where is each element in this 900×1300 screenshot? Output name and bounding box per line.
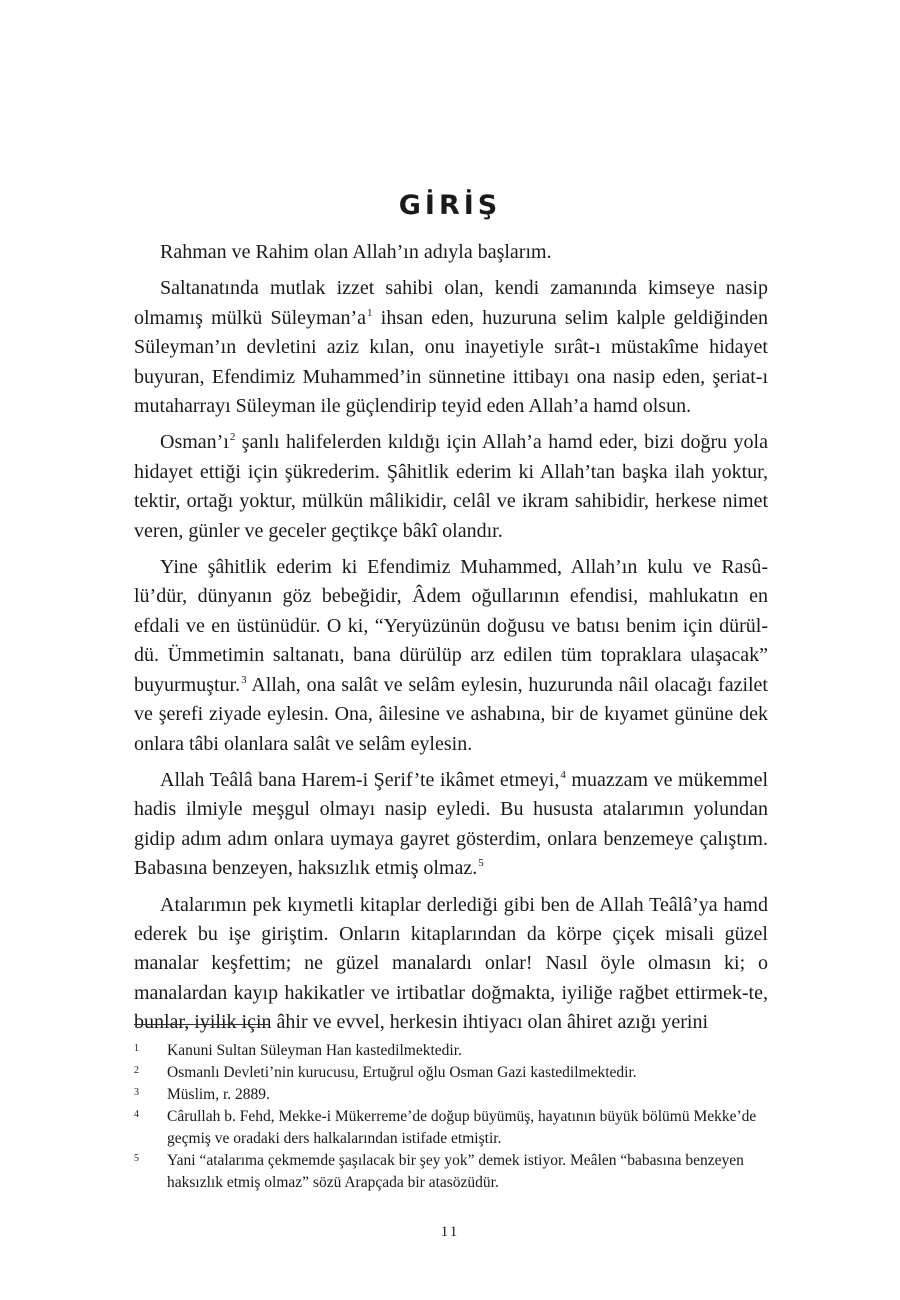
paragraph: Yine şâhitlik ederim ki Efendimiz Muhammed, Allah’ın kulu ve Rasû-lü’dür, dünyanın göz bebeğidir, Âdem oğullarının efendisi, mahlukatın en efdali ve en üstünüdür. O ki, “Yeryüzünün doğusu ve batısı benim için dürül-dü. Ümmetimin saltanatı, bana dürülüp arz edilen tüm topraklara ulaşacak” buyurmuştur.$^3$ Allah, ona salât ve selâm eylesin, huzurunda nâil olacağı fazilet ve şerefi ziyade eylesin. Ona, âilesine ve ashabına, bir de kıyamet gününe dek onlara tâbi olanlara salât ve selâm eylesin.	[134, 556, 768, 755]
footnote	[134, 1106, 768, 1150]
paragraph: Atalarımın pek kıymetli kitaplar derlediği gibi ben de Allah Teâlâ’ya hamd ederek bu işe giriştim. Onların kitaplarından da körpe çiçek misali güzel manalar keşfettim; ne güzel manalardı onlar! Nasıl öyle olmasın ki; o manalardan kayıp hakikatler ve irtibatlar doğmakta, iyiliğe rağbet ettirmek-te, bunlar, iyilik için âhir ve evvel, herkesin ihtiyacı olan âhiret azığı yerini	[134, 893, 768, 1034]
footnote	[134, 1062, 768, 1084]
footnote-ref[interactable]: 5	[478, 857, 484, 870]
footnote	[134, 1084, 768, 1106]
footnote-ref[interactable]: 1	[367, 306, 373, 319]
footnote-text: Kanuni Sultan Süleyman Han kastedilmektedir.	[167, 1042, 462, 1059]
paragraph: Osman’ı$^2$ şanlı halifelerden kıldığı için Allah’a hamd eder, bizi doğru yola hidayet ettiği için şükrederim. Şâhitlik ederim ki Allah’tan başka ilah yoktur, tektir, ortağı yoktur, mülkün mâlikidir, celâl ve ikram sahibidir, herkese nimet veren, günler ve geceler geçtikçe bâkî olandır.	[134, 431, 768, 542]
body-text	[134, 238, 768, 1045]
footnotes	[134, 1040, 768, 1194]
page-number: 11	[440, 1224, 460, 1240]
footnote-divider	[134, 1024, 270, 1025]
footnote-text: Müslim, r. 2889.	[167, 1086, 270, 1103]
footnote-text: Yani “atalarıma çekmemde şaşılacak bir şey yok” demek istiyor. Meâlen “babasına benzeyen haksızlık etmiş olmaz” sözü Arapçada bir atasözüdür.	[167, 1152, 744, 1191]
paragraph: Rahman ve Rahim olan Allah’ın adıyla başlarım.	[160, 241, 552, 263]
footnote-text: Osmanlı Devleti’nin kurucusu, Ertuğrul oğlu Osman Gazi kastedilmektedir.	[167, 1064, 637, 1081]
footnote-ref[interactable]: 2	[229, 431, 236, 444]
footnote-number: 3	[134, 1087, 139, 1098]
paragraph: Allah Teâlâ bana Harem-i Şerif’te ikâmet etmeyi,$^4$ muazzam ve mükemmel hadis ilmiyle meşgul olmayı nasip eyledi. Bu hususta atalarımın yolundan gidip adım adım onlara uymaya gayret gösterdim, onlara benzemeye çalıştım. Babasına benzeyen, haksızlık etmiş olmaz.$^5$	[134, 768, 768, 880]
paragraph: Saltanatında mutlak izzet sahibi olan, kendi zamanında kimseye nasip olmamış mülkü Süleyman’a$^1$ ihsan eden, huzuruna selim kalple geldiğinden Süleyman’ın devletini aziz kılan, onu inayetiyle sırât-ı müstakîme hidayet buyuran, Efendimiz Muhammed’in sünnetine ittibayı ona nasip eden, şeriat-ı mutaharrayı Süleyman ile güçlendirip teyid eden Allah’a hamd olsun.	[134, 277, 768, 418]
footnote-number: 2	[134, 1065, 139, 1076]
footnote	[134, 1150, 768, 1194]
footnote-number: 5	[134, 1153, 139, 1164]
footnote-number: 1	[134, 1043, 139, 1054]
footnote-number: 4	[134, 1109, 139, 1120]
footnote	[134, 1040, 768, 1062]
chapter-heading: GİRİŞ	[398, 190, 502, 221]
footnote-text: Cârullah b. Fehd, Mekke-i Mükerreme’de doğup büyümüş, hayatının büyük bölümü Mekke’de geçmiş ve oradaki ders halkalarından istifade etmiştir.	[167, 1108, 757, 1147]
footnote-ref[interactable]: 4	[560, 768, 566, 781]
footnote-ref[interactable]: 3	[241, 673, 247, 686]
